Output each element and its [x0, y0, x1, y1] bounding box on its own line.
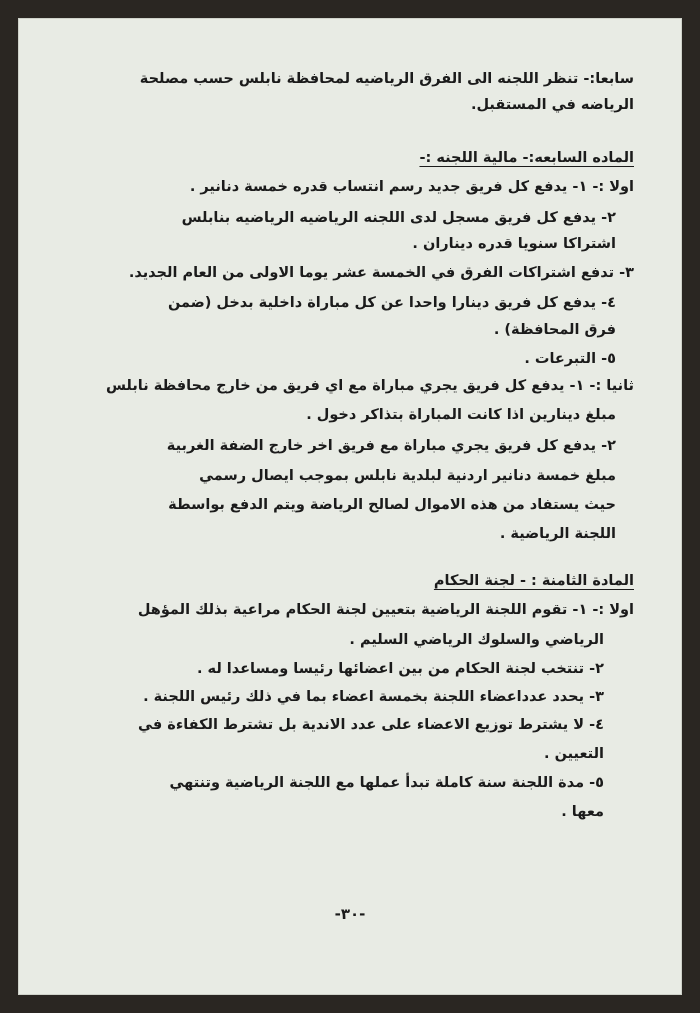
section-heading-article-7: الماده السابعه:- مالية اللجنه :-	[419, 150, 634, 166]
text-line: فرق المحافظة) .	[493, 322, 616, 338]
text-line: التعيين .	[544, 746, 604, 762]
text-line: الرياضه في المستقبل.	[470, 97, 634, 113]
text-line: ٤- يدفع كل فريق دينارا واحدا عن كل مباراة داخلية بدخل (ضمن	[167, 295, 616, 311]
text-line: اشتراكا سنويا قدره ديناران .	[412, 236, 616, 252]
text-line: ٣- تدفع اشتراكات الفرق في الخمسة عشر يوما الاولى من العام الجديد.	[128, 265, 634, 281]
text-line: ثانيا :- ١- يدفع كل فريق يجري مباراة مع اي فريق من خارج محافظة نابلس	[105, 378, 634, 394]
document-page	[18, 18, 682, 995]
text-line: ٢- يدفع كل فريق مسجل لدى اللجنه الرياضيه الرياضيه بنابلس	[181, 210, 616, 226]
section-heading-article-8: المادة الثامنة : - لجنة الحكام	[433, 573, 634, 589]
text-line: ٢- تنتخب لجنة الحكام من بين اعضائها رئيسا ومساعدا له .	[196, 661, 604, 677]
text-line: معها .	[561, 804, 604, 820]
text-line: اللجنة الرياضية .	[499, 526, 616, 542]
page-number: -٣٠-	[334, 905, 366, 923]
text-line: ٢- يدفع كل فريق يجري مباراة مع فريق اخر خارج الضفة الغربية	[166, 438, 616, 454]
text-line: مبلغ خمسة دنانير اردنية لبلدية نابلس بموجب ايصال رسمي	[199, 468, 616, 484]
text-line: ٥- مدة اللجنة سنة كاملة تبدأ عملها مع اللجنة الرياضية وتنتهي	[169, 775, 604, 791]
text-line: ٥- التبرعات .	[524, 351, 616, 367]
text-line: حيث يستفاد من هذه الاموال لصالح الرياضة ويتم الدفع بواسطة	[168, 497, 616, 513]
text-line: ٤- لا يشترط توزيع الاعضاء على عدد الاندية بل تشترط الكفاءة في	[138, 717, 604, 733]
text-line: ٣- يحدد عدداعضاء اللجنة بخمسة اعضاء بما في ذلك رئيس اللجنة .	[143, 689, 604, 705]
text-line: اولا :- ١- يدفع كل فريق جديد رسم انتساب قدره خمسة دنانير .	[189, 179, 634, 195]
text-line: اولا :- ١- تقوم اللجنة الرياضية بتعيين لجنة الحكام مراعية بذلك المؤهل	[137, 602, 634, 618]
text-line: مبلغ دينارين اذا كانت المباراة بتذاكر دخول .	[306, 407, 616, 423]
text-line: الرياضي والسلوك الرياضي السليم .	[349, 632, 604, 648]
article-7-intro: سابعا:- تنظر اللجنه الى الفرق الرياضيه لمحافظة نابلس حسب مصلحة	[139, 71, 634, 87]
